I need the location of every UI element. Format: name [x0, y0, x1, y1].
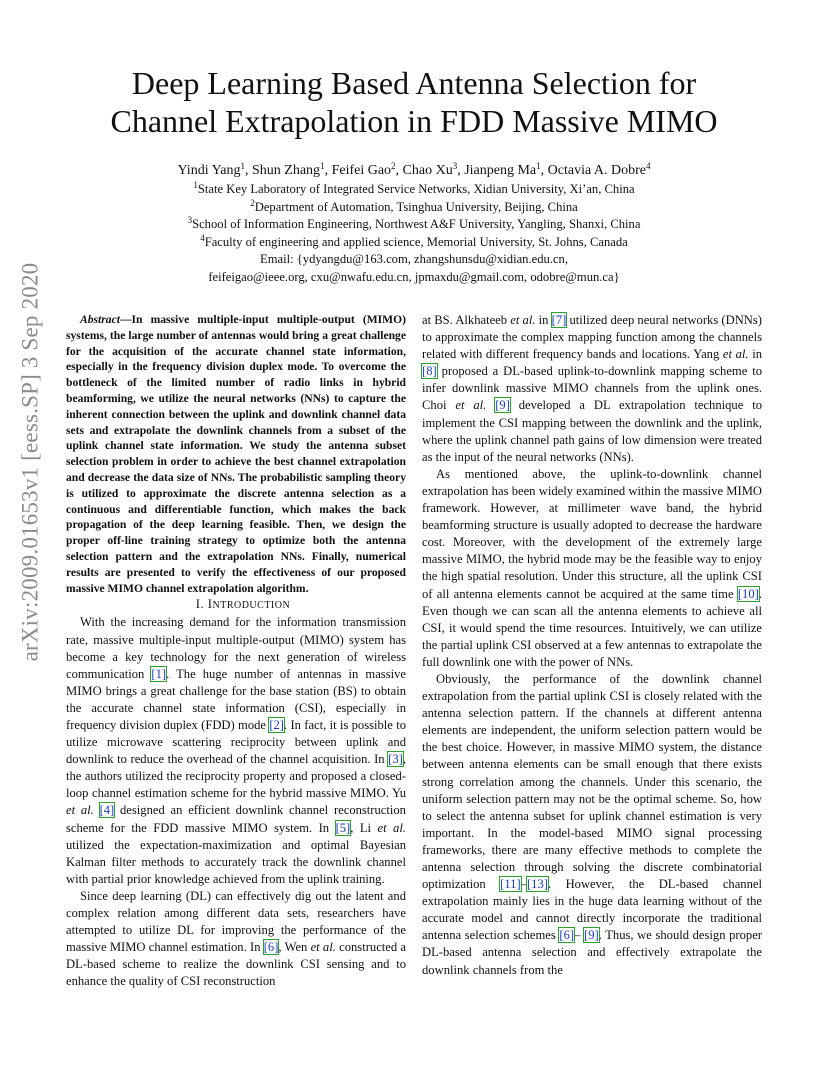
paper-title	[60, 64, 768, 140]
left-body-text	[66, 614, 406, 990]
affiliation-text: Department of Automation, Tsinghua University, Beijing, China	[254, 199, 578, 214]
title-line-1: Deep Learning Based Antenna Selection for	[131, 65, 697, 101]
italic-text: et al.	[455, 398, 487, 413]
author-name: Feifei Gao	[331, 163, 392, 178]
affiliation-block	[60, 181, 768, 286]
abstract-lead: Abstract	[80, 313, 120, 326]
email-line-1: Email: {ydyangdu@163.com, zhangshunsdu@xidian.edu.cn,	[260, 252, 568, 266]
citation-link[interactable]: [13]	[526, 877, 548, 892]
author-list: Yindi Yang$^1$, Shun Zhang$^1$, Feifei Gao$^2$, Chao Xu$^3$, Jianpeng Ma$^1$, Octavia A. Dobre$^4$	[177, 161, 651, 178]
italic-text: et al.	[510, 313, 536, 327]
affiliation-mark: 1	[193, 180, 198, 190]
author-affiliation-mark: 1	[536, 161, 541, 171]
citation-link[interactable]: [9]	[584, 928, 599, 943]
body-paragraph: at BS. Alkhateeb et al. in [7] utilized deep neural networks (DNNs) to approximate the complex mapping function among the channels related with different frequency bands and locations. Yang et al. in [8] proposed a DL-based uplink-to-downlink mapping scheme to infer downlink massive MIMO channels from the uplink ones. Choi et al. [9] developed a DL extrapolation technique to implement the CSI mapping between the downlink and the uplink, where the uplink channel path gains of low dimension were treated as the input of the neural networks (NNs).	[422, 313, 762, 464]
italic-text: et al.	[66, 803, 94, 818]
affiliation-text: State Key Laboratory of Integrated Service Networks, Xidian University, Xi’an, China	[197, 182, 635, 196]
citation-link[interactable]: [5]	[335, 820, 351, 835]
citation-link[interactable]: [10]	[737, 586, 759, 601]
arxiv-sidebar-stamp	[10, 262, 50, 662]
author-affiliation-mark: 3	[452, 161, 458, 171]
title-line-2: Channel Extrapolation in FDD Massive MIMO	[110, 103, 718, 139]
affiliation-line	[60, 216, 768, 234]
citation-link[interactable]: [8]	[422, 364, 437, 379]
citation-link[interactable]: [4]	[99, 803, 115, 818]
author-name: Shun Zhang	[252, 163, 321, 178]
citation-link[interactable]: [6]	[559, 928, 575, 943]
author-affiliation-mark: 1	[320, 161, 325, 171]
affiliation-mark: 4	[200, 232, 205, 243]
citation-link[interactable]: [11]	[500, 877, 521, 892]
citation-link[interactable]: [3]	[388, 752, 403, 767]
abstract-text: —In massive multiple-input multiple-output (MIMO) systems, the large number of antennas would bring a great challenge for the acquisition of the accurate channel state information, especially in the frequency division duplex mode. To overcome the bottleneck of the limited number of radio links in hybrid beamforming, we utilize the neural networks (NNs) to capture the inherent connection between the uplink and downlink channel data sets and extrapolate the downlink channels from a subset of the uplink channel state information. We study the antenna subset selection problem in order to achieve the best channel extrapolation and decrease the data size of NNs. The probabilistic sampling theory is utilized to approximate the discrete antenna selection as a continuous and differentiable function, which makes the back propagation of the deep learning feasible. Then, we design the proper off-line training strategy to optimize both the antenna selection pattern and the extrapolation NNs. Finally, numerical results are presented to verify the effectiveness of our proposed massive MIMO channel extrapolation algorithm.	[66, 313, 406, 595]
body-paragraph: Since deep learning (DL) can effectively dig out the latent and complex relation among different data sets, researchers have attempted to utilize DL for improving the performance of the massive MIMO channel estimation. In [6], Wen et al. constructed a DL-based scheme to realize the downlink CSI sensing and to enhance the quality of CSI reconstruction	[66, 888, 406, 989]
affiliation-line	[60, 181, 768, 199]
left-column	[66, 312, 406, 991]
affiliation-list	[60, 181, 768, 251]
affiliation-mark: 2	[250, 197, 255, 208]
section-heading-introduction: I. INTRODUCTION	[195, 597, 291, 612]
italic-text: et al.	[722, 347, 749, 362]
author-name: Jianpeng Ma	[464, 163, 537, 178]
body-paragraph: Obviously, the performance of the downlink channel extrapolation from the partial uplink CSI is closely related with the antenna selection pattern. If the channels at different antenna elements are independent, the uniform selection pattern would be the best choice. However, in massive MIMO system, the distance between antenna elements can be small enough that there exists strong correlation among the channels. Under this scenario, the uniform selection pattern may not be the optimal scheme. So, how to select the antenna subset for uplink channel estimation is very important. In the model-based MIMO signal processing frameworks, there are many effective methods to complete the antenna selection through solving the discrete combinatorial optimization [11]–[13]. However, the DL-based channel extrapolation mainly lies in the huge data learning without of the accurate model and cannot directly incorporate the traditional antenna selection schemes [6]– [9]. Thus, we should design proper DL-based antenna selection and effectively extrapolate the downlink channels from the	[422, 671, 762, 977]
citation-link[interactable]: [7]	[551, 313, 567, 327]
author-name: Yindi Yang	[177, 163, 241, 178]
citation-link[interactable]: [6]	[263, 940, 279, 955]
right-column	[422, 312, 762, 979]
body-paragraph: With the increasing demand for the information transmission rate, massive multiple-input multiple-output (MIMO) system has become a key technology for the next generation of wireless communication [1]. The huge number of antennas in massive MIMO brings a great challenge for the base station (BS) to obtain the accurate channel state information (CSI), especially in frequency division duplex (FDD) mode [2]. In fact, it is possible to utilize microwave scattering reciprocity between uplink and downlink to reduce the overhead of the channel acquisition. In [3], the authors utilized the reciprocity property and proposed a closed-loop channel estimation scheme for the hybrid massive MIMO. Yu et al. [4] designed an efficient downlink channel reconstruction scheme for the FDD massive MIMO system. In [5], Li et al. utilized the expectation-maximization and optimal Bayesian Kalman filter methods to accurately track the downlink channel with partial prior knowledge achieved from the uplink training.	[66, 615, 407, 886]
author-affiliation-mark: 4	[646, 161, 651, 171]
email-line-2: feifeigao@ieee.org, cxu@nwafu.edu.cn, jpmaxdu@gmail.com, odobre@mun.ca}	[208, 269, 620, 284]
author-affiliation-mark: 2	[391, 161, 396, 171]
right-body-text	[422, 312, 762, 979]
affiliation-line	[60, 199, 768, 217]
arxiv-identifier: arXiv:2009.01653v1 [eess.SP] 3 Sep 2020	[17, 262, 42, 662]
body-paragraph: As mentioned above, the uplink-to-downlink channel extrapolation has been widely examined within the massive MIMO framework. However, at millimeter wave band, the hybrid beamforming structure is usually adopted to decrease the hardware cost. Moreover, with the development of the extremely large massive MIMO, the hybrid mode may be the feasible way to enjoy the high spatial resolution. Under this structure, all the uplink CSI of all antenna elements cannot be acquired at the same time [10]. Even though we can scan all the antenna elements to achieve all CSI, it would spend the time resources. Intuitively, we can utilize the partial uplink CSI observed at a few antennas to extrapolate the full downlink one with the power of NNs.	[422, 466, 762, 669]
author-name: Chao Xu	[402, 163, 453, 178]
affiliation-text: School of Information Engineering, Northwest A&F University, Yangling, Shanxi, China	[192, 217, 641, 231]
author-name: Octavia A. Dobre	[547, 163, 647, 178]
abstract	[66, 312, 406, 596]
author-affiliation-mark: 1	[240, 161, 245, 171]
citation-link[interactable]: [9]	[495, 398, 510, 413]
citation-link[interactable]: [1]	[151, 666, 167, 681]
affiliation-line	[60, 234, 768, 252]
affiliation-text: Faculty of engineering and applied science, Memorial University, St. Johns, Canada	[204, 234, 628, 249]
affiliation-mark: 3	[187, 215, 193, 225]
italic-text: et al.	[310, 940, 336, 955]
italic-text: et al.	[377, 820, 407, 835]
citation-link[interactable]: [2]	[269, 718, 284, 732]
